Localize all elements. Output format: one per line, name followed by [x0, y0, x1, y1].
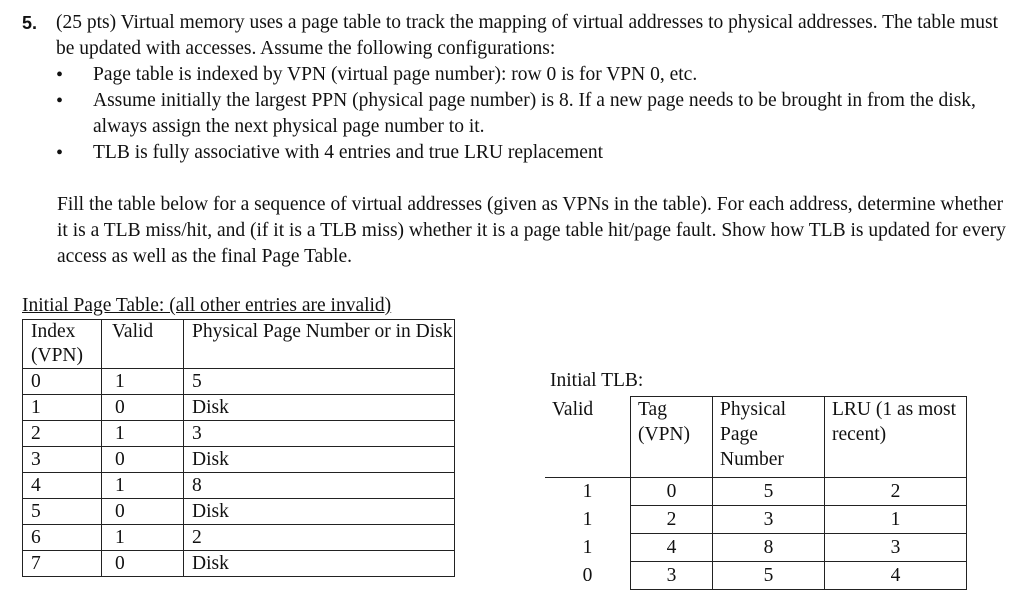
cell-valid: 0 [102, 551, 184, 577]
page-table-caption: Initial Page Table: (all other entries are invalid) [22, 295, 392, 316]
instructions: Fill the table below for a sequence of virtual addresses (given as VPNs in the table). For each address, determine whether it is a TLB miss/hit, and (if it is a TLB miss) whether it is a page table hit/page fault. Show how TLB is updated for every access as well as the final Page Table. [57, 194, 1006, 267]
cell-index: 0 [23, 369, 102, 395]
cell-index: 5 [23, 499, 102, 525]
table-row [23, 447, 455, 473]
cell-ppn: Disk [184, 447, 455, 473]
cell-valid: 1 [545, 478, 631, 506]
cell-index: 2 [23, 421, 102, 447]
cell-valid: 1 [102, 525, 184, 551]
cell-lru: 4 [825, 562, 967, 590]
question-intro: (25 pts) Virtual memory uses a page table to track the mapping of virtual addresses to physical addresses. The table must be updated with accesses. Assume the following configurations: [56, 12, 998, 59]
cell-valid: 1 [545, 506, 631, 534]
cell-tag: 0 [631, 478, 713, 506]
cell-ppn: Disk [184, 395, 455, 421]
table-row [23, 473, 455, 499]
cell-lru: 1 [825, 506, 967, 534]
header-physical-page: Physical Page Number [713, 397, 825, 478]
header-valid: Valid [102, 320, 184, 369]
header-index: Index (VPN) [23, 320, 102, 369]
cell-index: 3 [23, 447, 102, 473]
cell-ppn: 2 [184, 525, 455, 551]
cell-tag: 4 [631, 534, 713, 562]
cell-ppn: 3 [184, 421, 455, 447]
cell-lru: 3 [825, 534, 967, 562]
cell-valid: 1 [545, 534, 631, 562]
cell-valid: 1 [102, 369, 184, 395]
cell-valid: 0 [102, 499, 184, 525]
table-row [23, 499, 455, 525]
table-row [23, 551, 455, 577]
header-tag: Tag (VPN) [631, 397, 713, 478]
cell-index: 7 [23, 551, 102, 577]
table-row [545, 562, 967, 590]
table-row [545, 534, 967, 562]
header-ppn: Physical Page Number or in Disk [184, 320, 455, 369]
header-lru: LRU (1 as most recent) [825, 397, 967, 478]
tlb-header-row [545, 397, 967, 478]
page-table-header-row [23, 320, 455, 369]
table-row [545, 478, 967, 506]
cell-ppn: 8 [184, 473, 455, 499]
cell-valid: 1 [102, 473, 184, 499]
page-table [22, 319, 455, 577]
header-valid: Valid [545, 397, 631, 478]
table-row [23, 395, 455, 421]
cell-index: 6 [23, 525, 102, 551]
bullet-item: • Assume initially the largest PPN (physical page number) is 8. If a new page needs to be brought in from the disk, always assign the next physical page number to it. [56, 88, 1018, 140]
cell-tag: 2 [631, 506, 713, 534]
cell-valid: 0 [102, 447, 184, 473]
cell-index: 4 [23, 473, 102, 499]
cell-lru: 2 [825, 478, 967, 506]
bullet-item: • Page table is indexed by VPN (virtual page number): row 0 is for VPN 0, etc. [56, 62, 1018, 88]
cell-ppn: 8 [713, 534, 825, 562]
cell-ppn: Disk [184, 551, 455, 577]
cell-ppn: Disk [184, 499, 455, 525]
table-row [23, 421, 455, 447]
question-block [18, 10, 1018, 166]
table-row [545, 506, 967, 534]
cell-ppn: 5 [713, 562, 825, 590]
tlb-table [545, 396, 967, 590]
tlb-caption: Initial TLB: [550, 370, 644, 391]
question-number: 5. [22, 13, 38, 33]
cell-index: 1 [23, 395, 102, 421]
config-bullets [56, 62, 1018, 166]
table-row [23, 525, 455, 551]
cell-ppn: 3 [713, 506, 825, 534]
cell-valid: 0 [102, 395, 184, 421]
bullet-item: • TLB is fully associative with 4 entries and true LRU replacement [56, 140, 1018, 166]
cell-valid: 0 [545, 562, 631, 590]
cell-tag: 3 [631, 562, 713, 590]
table-row [23, 369, 455, 395]
cell-ppn: 5 [184, 369, 455, 395]
cell-valid: 1 [102, 421, 184, 447]
cell-ppn: 5 [713, 478, 825, 506]
